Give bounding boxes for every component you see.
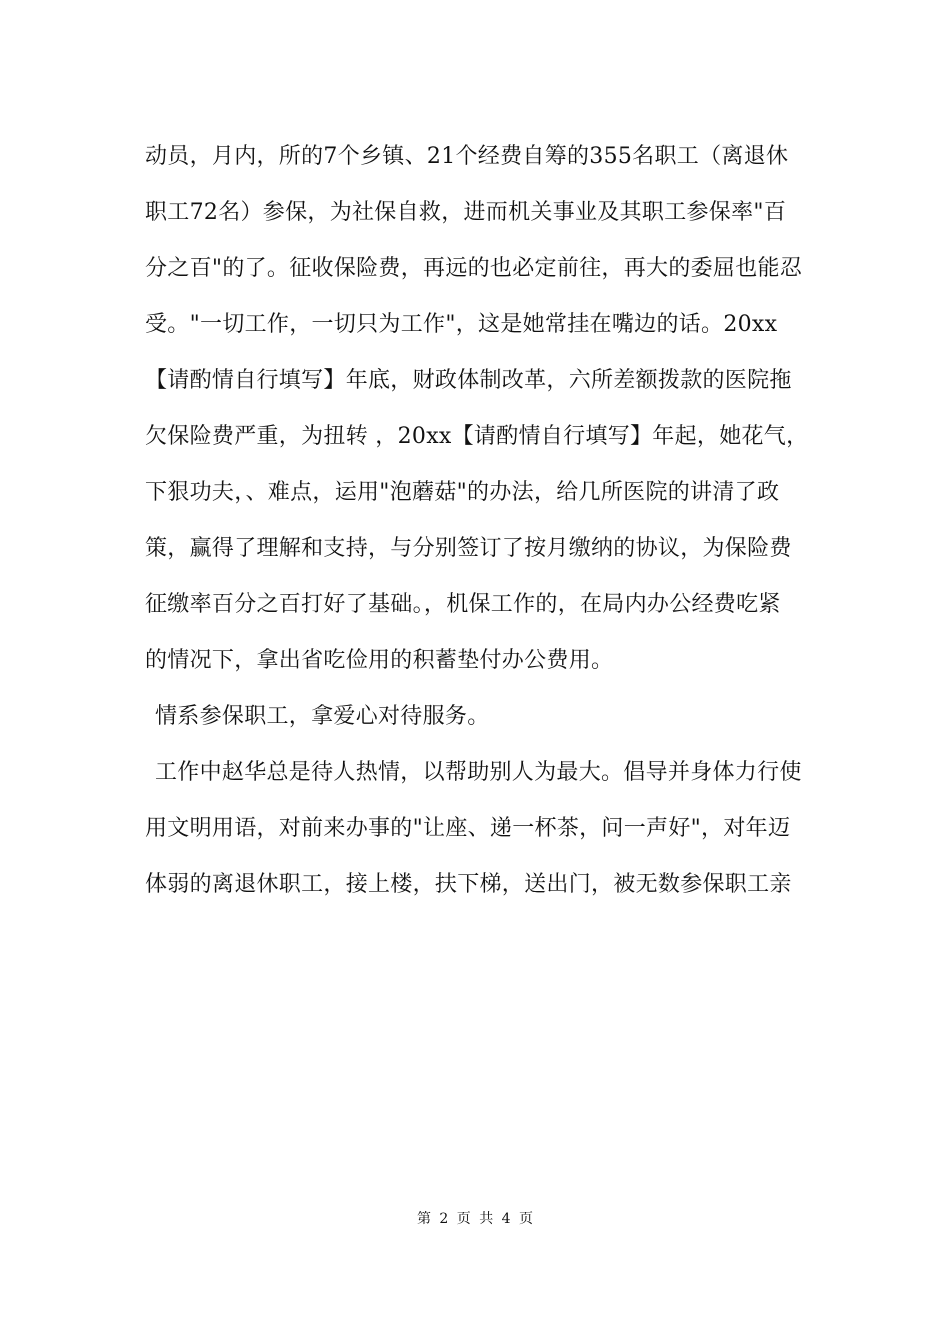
- page-number-footer: 第 2 页 共 4 页: [416, 1211, 534, 1227]
- text-line: 的情况下，拿出省吃俭用的积蓄垫付办公费用。: [145, 648, 614, 673]
- text-line: 欠保险费严重，为扭转 ，20xx【请酌情自行填写】年起，她花气，: [145, 424, 809, 449]
- text-line: 征缴率百分之百打好了基础。，机保工作的，在局内办公经费吃紧: [145, 592, 781, 617]
- text-line: 【请酌情自行填写】年底，财政体制改革，六所差额拨款的医院拖: [145, 368, 792, 393]
- text-line: 策，赢得了理解和支持，与分别签订了按月缴纳的协议，为保险费: [145, 536, 792, 561]
- section-heading: 情系参保职工，拿爱心对待服务。: [155, 704, 490, 729]
- text-line: 职工72名）参保，为社保自救，进而机关事业及其职工参保率"百: [145, 200, 787, 225]
- text-line: 分之百"的了。征收保险费，再远的也必定前往，再大的委屈也能忍: [145, 256, 803, 281]
- text-line: 体弱的离退休职工，接上楼，扶下梯，送出门，被无数参保职工亲: [145, 872, 792, 897]
- text-line: 动员，月内，所的7个乡镇、21个经费自筹的355名职工（离退休: [145, 144, 789, 169]
- body-text: [145, 131, 810, 915]
- text-line: 用文明用语，对前来办事的"让座、递一杯茶，问一声好"，对年迈: [145, 816, 791, 841]
- text-line: 受。"一切工作，一切只为工作"，这是她常挂在嘴边的话。20xx: [145, 312, 778, 337]
- text-line: 工作中赵华总是待人热情，以帮助别人为最大。倡导并身体力行使: [155, 760, 802, 785]
- text-line: 下狠功夫，、难点，运用"泡蘑菇"的办法，给几所医院的讲清了政: [145, 480, 780, 505]
